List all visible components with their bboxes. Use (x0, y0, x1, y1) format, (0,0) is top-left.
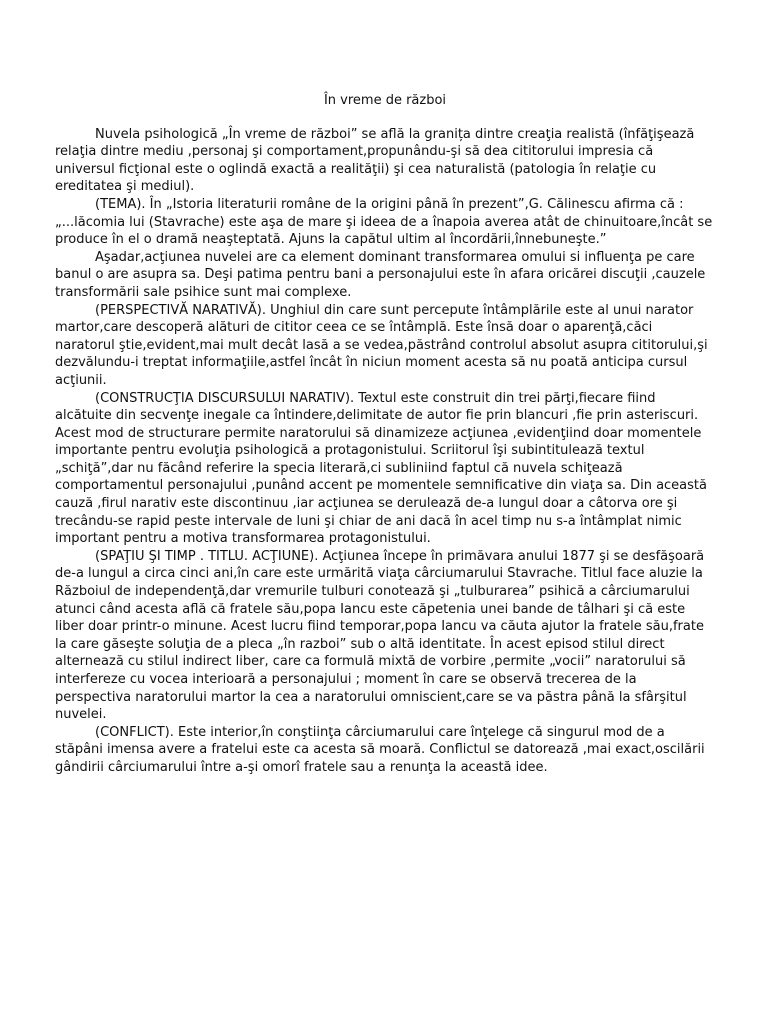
paragraph-actiune: Aşadar,acţiunea nuvelei are ca element dominant transformarea omului si influenţa pe care banul o are asupra sa. Deşi patima pentru bani a personajului este în afara oricărei discuţii ,cauzele transformării sale psihice sunt mai complexe. (55, 249, 706, 300)
paragraph-constructie: (CONSTRUCŢIA DISCURSULUI NARATIV). Textul este construit din trei părţi,fiecare fiind alcătuite din secvenţe inegale ca întindere,delimitate de autor fie prin blancuri ,fie prin asteriscuri. Acest mod de structurare permite naratorului să dinamizeze acţiunea ,evidenţiind doar momentele importante pentru evoluţia psihologică a protagonistului. Scriitorul îşi subintitulează textul „schiţă”,dar nu făcând referire la specia literară,ci subliniind faptul că nuvela schiţează comportamentul personajului ,punând accent pe momentele semnificative din viaţa sa. Din această cauză ,firul narativ este discontinuu ,iar acţiunea se derulează de-a lungul doar a câtorva ore şi trecându-se rapid peste intervale de luni şi chiar de ani dacă în acel timp nu s-a întâmplat nimic important pentru a motiva transformarea protagonistului. (55, 390, 707, 547)
paragraph-intro: Nuvela psihologică „În vreme de război” se află la granița dintre creaţia realistă (înfăţişează relaţia dintre mediu ,personaj şi comportament,propunându-şi să dea cititorului impresia că universul ficţional este o oglindă exactă a realităţii) şi cea naturalistă (patologia în relaţie cu ereditatea şi mediul). (55, 126, 695, 195)
document-body (55, 92, 715, 777)
paragraph-perspectiva: (PERSPECTIVĂ NARATIVĂ). Unghiul din care sunt percepute întâmplările este al unui narator martor,care descoperă alături de cititor ceea ce se întâmplă. Este însă doar o aparenţă,căci naratorul ştie,evident,mai mult decât lasă a se vedea,păstrând controlul absolut asupra cititorului,şi dezvălundu-i treptat informaţiile,astfel încât în niciun moment acesta să nu poată anticipa cursul acţiunii. (55, 302, 708, 388)
document-title: În vreme de război (323, 93, 447, 108)
paragraph-conflict: (CONFLICT). Este interior,în conştiinţa cârciumarului care înţelege că singurul mod de a stăpâni imensa avere a fratelui este ca acesta să moară. Conflictul se datorează ,mai exact,oscilării gândirii cârciumarului între a-şi omorî fratele sau a renunţa la această idee. (55, 724, 705, 775)
paragraph-tema: (TEMA). În „Istoria literaturii române de la origini până în prezent”,G. Călinescu afirma că : „...lăcomia lui (Stavrache) este aşa de mare şi ideea de a înapoia averea atât de chinuitoare,încât se produce în el o dramă neaşteptată. Ajuns la capătul ultim al încordării,înnebuneşte.” (55, 196, 713, 248)
paragraph-spatiu-timp: (SPAŢIU ŞI TIMP . TITLU. ACŢIUNE). Acţiunea începe în primăvara anului 1877 şi se desfăşoară de-a lungul a circa cinci ani,în care este urmărită viaţa cârciumarului Stavrache. Titlul face aluzie la Războiul de independenţă,dar vremurile tulburi conotează şi „tulburarea” psihică a cârciumarului atunci când acesta află că fratele său,popa Iancu este căpetenia unei bande de tâlhari şi că este liber doar printr-o minune. Acest lucru fiind temporar,popa Iancu va căuta ajutor la fratele său,frate la care găseşte soluţia de a pleca „în razboi” sub o altă identitate. În acest episod stilul direct alternează cu stilul indirect liber, care ca formulă mixtă de vorbire ,permite „vocii” naratorului să interfereze cu vocea interioară a personajului ; moment în care se observă trecerea de la perspectiva naratorului martor la cea a naratorului omniscient,care se va păstra până la sfârşitul nuvelei. (55, 548, 705, 723)
